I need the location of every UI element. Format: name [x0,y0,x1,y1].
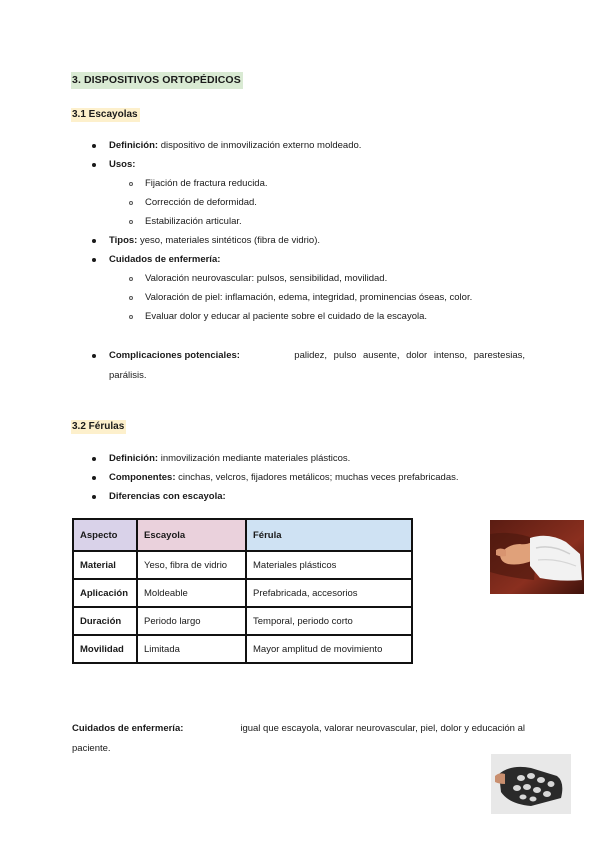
table-cell: Movilidad [73,635,137,663]
table-cell: Temporal, periodo corto [246,607,412,635]
text: Estabilización articular. [145,216,242,227]
table-cell: Materiales plásticos [246,551,412,579]
sub-bullet [129,315,133,319]
label: Diferencias con escayola: [109,491,226,502]
sublist-item [145,196,257,209]
table-cell: Limitada [137,635,246,663]
text: igual que escayola, valorar neurovascular, piel, dolor y educación al [240,723,525,734]
list-item-componentes [109,471,459,484]
footer-paragraph [72,722,525,755]
header-cell-escayola: Escayola [137,519,246,551]
bullet [92,258,96,262]
bullet [92,495,96,499]
text: cinchas, velcros, fijadores metálicos; muchas veces prefabricadas. [175,472,459,483]
text: Valoración neurovascular: pulsos, sensibilidad, movilidad. [145,273,388,284]
text: dispositivo de inmovilización externo moldeado. [158,140,362,151]
text: Evaluar dolor y educar al paciente sobre el cuidado de la escayola. [145,311,428,322]
bullet [92,144,96,148]
text-line-2: paciente. [72,743,111,754]
sublist-item [145,310,427,323]
bullet [92,239,96,243]
subsection-title-ferulas: 3.2 Férulas [72,421,125,432]
sublist-item [145,272,387,285]
label: Usos: [109,159,136,170]
sublist-item [145,215,242,228]
subsection-title-escayolas: 3.1 Escayolas [72,109,138,120]
text: yeso, materiales sintéticos (fibra de vidrio). [137,235,321,246]
bullet [92,476,96,480]
section-title: 3. DISPOSITIVOS ORTOPÉDICOS [71,72,243,89]
table-row [73,579,412,607]
list-item-usos [109,158,135,171]
list-item-complicaciones [109,349,525,382]
list-item-cuidados [109,253,220,266]
label: Definición: [109,140,159,151]
list-item-definicion [109,452,350,465]
label: Cuidados de enfermería: [72,723,184,734]
arm-cast-photo [490,520,584,594]
table-row [73,635,412,663]
table-cell: Prefabricada, accesorios [246,579,412,607]
label: Complicaciones potenciales: [109,350,240,361]
table-header-row [73,519,412,551]
sub-bullet [129,182,133,186]
label: Componentes: [109,472,176,483]
label: Definición: [109,453,159,464]
text: Corrección de deformidad. [145,197,257,208]
sublist-item [145,291,472,304]
table-row [73,551,412,579]
text: inmovilización mediante materiales plásticos. [158,453,351,464]
label: Cuidados de enfermería: [109,254,221,265]
table-cell: Material [73,551,137,579]
list-item-tipos [109,234,320,247]
text: palidez, pulso ausente, dolor intenso, parestesias, [294,350,525,361]
table-row [73,607,412,635]
list-item-diferencias [109,490,226,503]
table-cell: Yeso, fibra de vidrio [137,551,246,579]
table-cell: Mayor amplitud de movimiento [246,635,412,663]
sub-bullet [129,277,133,281]
table-cell: Moldeable [137,579,246,607]
sub-bullet [129,296,133,300]
text: Fijación de fractura reducida. [145,178,268,189]
line-1 [72,722,525,735]
comparison-table [72,518,413,664]
header-cell-aspecto: Aspecto [73,519,137,551]
bullet [92,163,96,167]
sublist-item [145,177,268,190]
text-line-2: parálisis. [109,370,147,381]
sub-bullet [129,201,133,205]
bullet [92,354,96,358]
bullet [92,457,96,461]
label: Tipos: [109,235,138,246]
list-item-definicion [109,139,361,152]
text: Valoración de piel: inflamación, edema, integridad, prominencias óseas, color. [145,292,473,303]
sub-bullet [129,220,133,224]
splint-photo [491,754,571,814]
table-cell: Duración [73,607,137,635]
table-cell: Aplicación [73,579,137,607]
table-cell: Periodo largo [137,607,246,635]
header-cell-ferula: Férula [246,519,412,551]
line-1 [109,349,525,362]
